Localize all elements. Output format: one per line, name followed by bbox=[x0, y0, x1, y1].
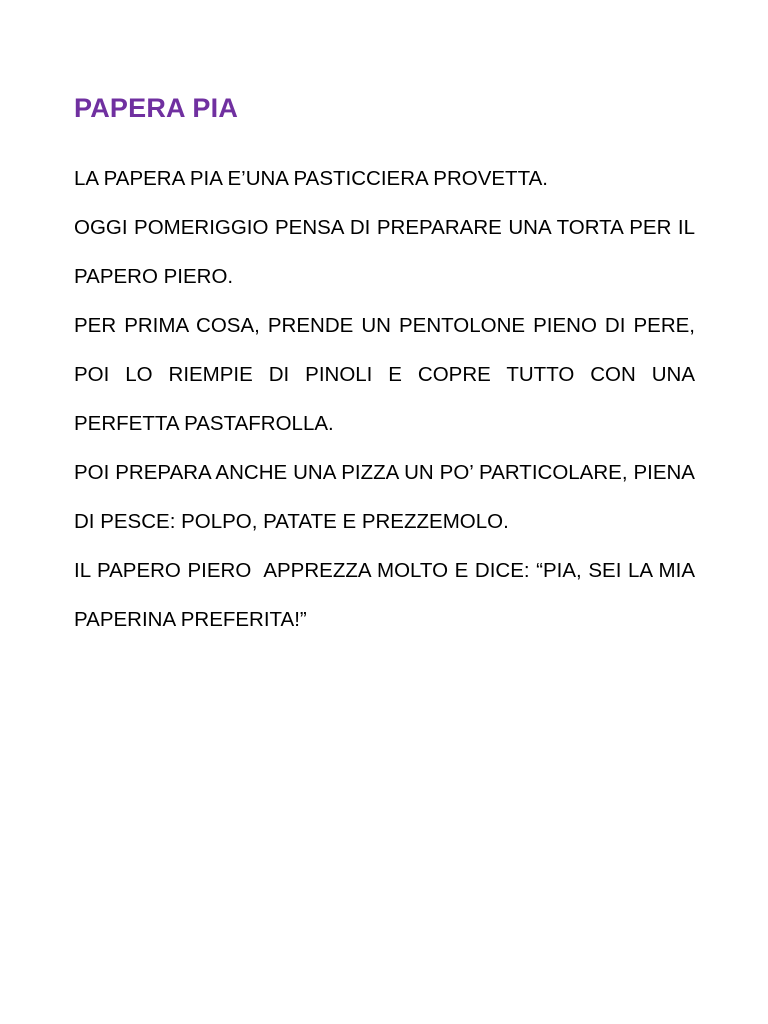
paragraph: PER PRIMA COSA, PRENDE UN PENTOLONE PIENO DI PERE, POI LO RIEMPIE DI PINOLI E COPRE TUTTO CON UNA PERFETTA PASTAFROLLA. bbox=[74, 314, 695, 435]
paragraph: IL PAPERO PIERO APPREZZA MOLTO E DICE: “PIA, SEI LA MIA PAPERINA PREFERITA!” bbox=[74, 559, 701, 631]
story-body bbox=[74, 154, 701, 644]
paragraph: POI PREPARA ANCHE UNA PIZZA UN PO’ PARTICOLARE, PIENA DI PESCE: POLPO, PATATE E PREZZEMOLO. bbox=[74, 461, 695, 533]
paragraph: LA PAPERA PIA E’UNA PASTICCIERA PROVETTA. bbox=[74, 167, 548, 190]
paragraph: OGGI POMERIGGIO PENSA DI PREPARARE UNA TORTA PER IL PAPERO PIERO. bbox=[74, 216, 695, 288]
page-title: PAPERA PIA bbox=[74, 93, 239, 123]
document-page bbox=[74, 0, 701, 1024]
